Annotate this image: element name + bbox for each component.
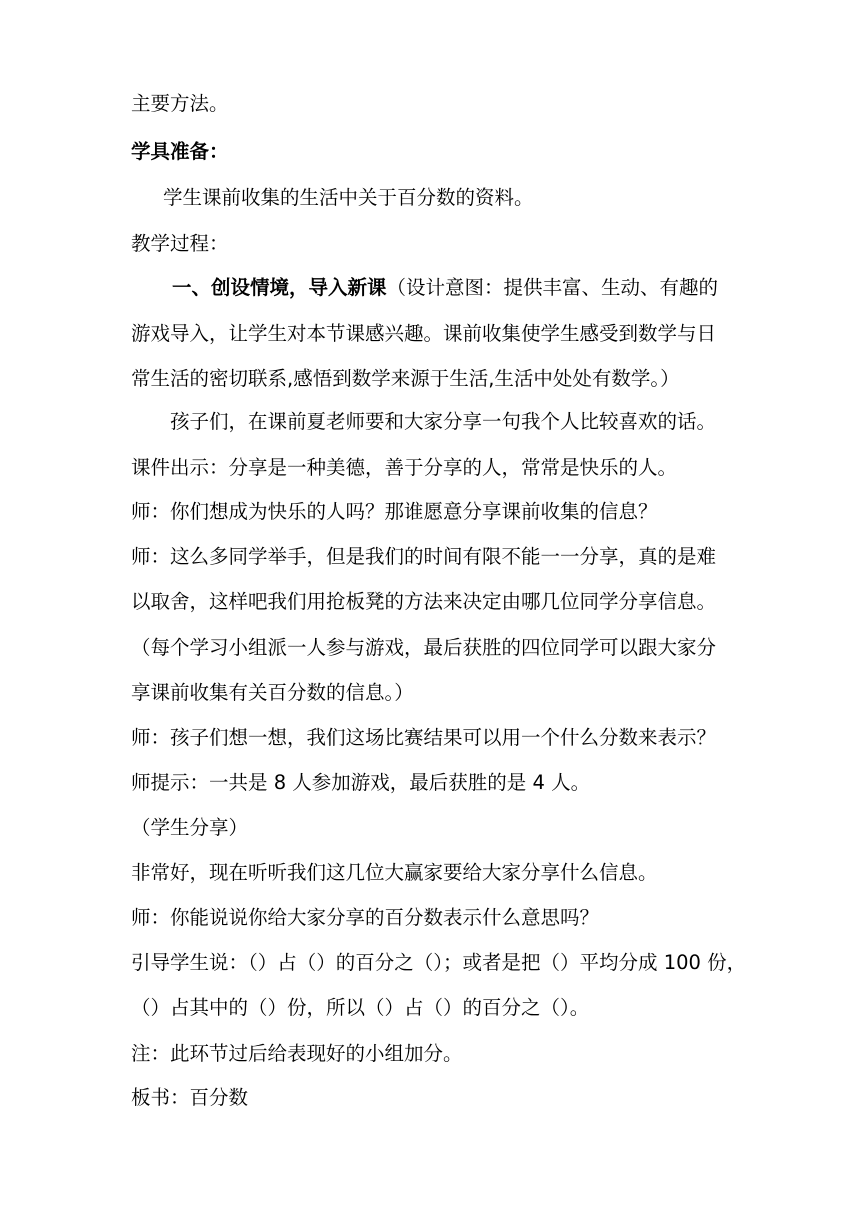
text-line: 板书：百分数	[131, 1086, 249, 1109]
text-line: 师：孩子们想一想，我们这场比赛结果可以用一个什么分数来表示？	[131, 726, 717, 749]
design-intent-text: （设计意图：提供丰富、生动、有趣的	[386, 276, 719, 299]
subsection-title: 一、创设情境，导入新课	[172, 276, 387, 299]
section-heading: 教学过程：	[131, 232, 229, 255]
text-line: 师：你们想成为快乐的人吗？那谁愿意分享课前收集的信息？	[131, 500, 658, 523]
text-line: 常生活的密切联系,感悟到数学来源于生活,生活中处处有数学。）	[131, 367, 680, 390]
text-line: 师提示：一共是 8 人参加游戏，最后获胜的是 4 人。	[131, 771, 591, 794]
text-line: 师：这么多同学举手，但是我们的时间有限不能一一分享，真的是难	[131, 545, 717, 568]
text-line: 学生课前收集的生活中关于百分数的资料。	[163, 186, 534, 209]
text-line: 孩子们，在课前夏老师要和大家分享一句我个人比较喜欢的话。	[170, 410, 717, 433]
text-line: 非常好，现在听听我们这几位大赢家要给大家分享什么信息。	[131, 861, 658, 884]
text-line: （每个学习小组派一人参与游戏，最后获胜的四位同学可以跟大家分	[131, 636, 717, 659]
paragraph-line	[172, 276, 732, 300]
text-line: （学生分享）	[131, 816, 249, 839]
text-line: 师：你能说说你给大家分享的百分数表示什么意思吗？	[131, 906, 600, 929]
text-line: （）占其中的（）份，所以（）占（）的百分之（）。	[131, 996, 590, 1019]
text-line: 引导学生说：（）占（）的百分之（）；或者是把（）平均分成 100 份，	[131, 951, 747, 974]
text-line: 以取舍，这样吧我们用抢板凳的方法来决定由哪几位同学分享信息。	[131, 590, 717, 613]
section-heading: 学具准备：	[131, 140, 229, 163]
text-line: 课件出示：分享是一种美德，善于分享的人，常常是快乐的人。	[131, 456, 678, 479]
text-line: 注：此环节过后给表现好的小组加分。	[131, 1042, 463, 1065]
text-line: 游戏导入，让学生对本节课感兴趣。课前收集使学生感受到数学与日	[131, 322, 717, 345]
text-line: 主要方法。	[131, 92, 229, 115]
text-line: 享课前收集有关百分数的信息。）	[131, 681, 414, 704]
